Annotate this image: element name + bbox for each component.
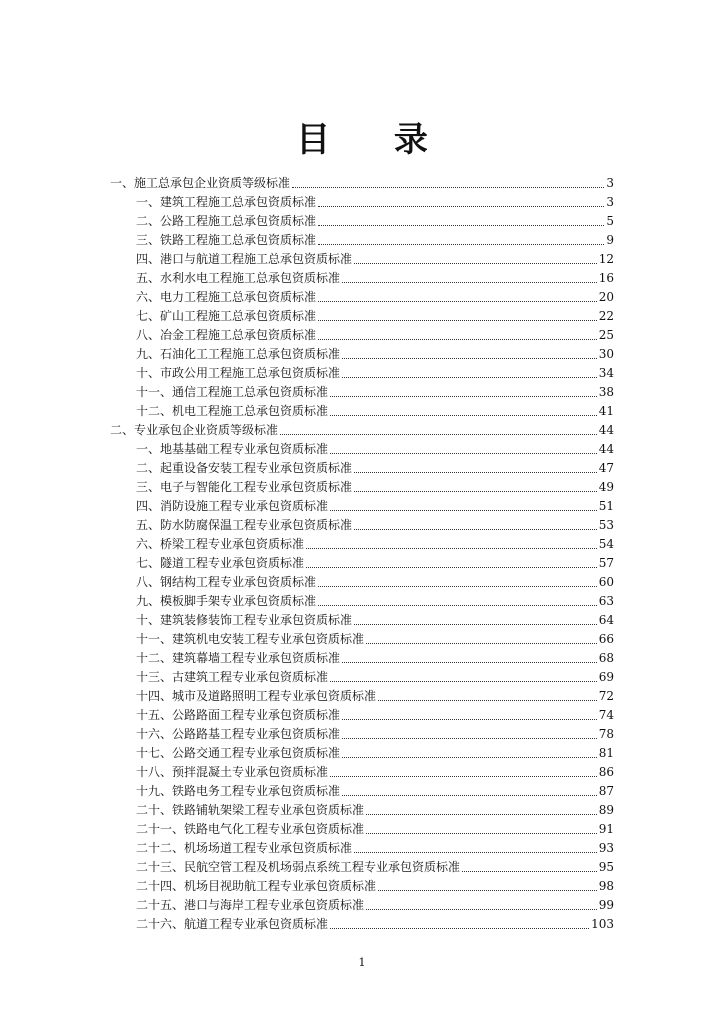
- toc-entry-title: 二十一、铁路电气化工程专业承包资质标准: [136, 822, 365, 836]
- toc-leader-dots: [330, 452, 597, 454]
- toc-entry-title: 六、桥梁工程专业承包资质标准: [136, 537, 305, 551]
- toc-entry[interactable]: [136, 855, 614, 875]
- toc-entry-title: 十七、公路交通工程专业承包资质标准: [136, 746, 341, 760]
- toc-entry[interactable]: [136, 304, 614, 324]
- toc-entry[interactable]: [136, 646, 614, 666]
- toc-entry-page: 44: [598, 423, 614, 437]
- toc-leader-dots: [342, 376, 597, 378]
- toc-entry-page: 34: [598, 366, 614, 380]
- toc-entry-page: 72: [598, 689, 614, 703]
- toc-entry-page: 103: [591, 917, 614, 931]
- toc-entry[interactable]: [136, 798, 614, 818]
- toc-entry-title: 一、施工总承包企业资质等级标准: [110, 176, 291, 190]
- toc-leader-dots: [366, 642, 597, 644]
- toc-entry-title: 五、防水防腐保温工程专业承包资质标准: [136, 518, 353, 532]
- toc-leader-dots: [330, 680, 597, 682]
- toc-entry[interactable]: [136, 247, 614, 267]
- toc-entry-page: 49: [598, 480, 614, 494]
- toc-entry-page: 74: [598, 708, 614, 722]
- toc-entry[interactable]: [136, 361, 614, 381]
- toc-entry-page: 16: [598, 271, 614, 285]
- toc-entry[interactable]: [136, 836, 614, 856]
- toc-entry[interactable]: [136, 760, 614, 780]
- toc-leader-dots: [318, 243, 604, 245]
- toc-entry-title: 二、专业承包企业资质等级标准: [110, 423, 279, 437]
- toc-entry[interactable]: [136, 494, 614, 514]
- toc-entry[interactable]: [136, 190, 614, 210]
- toc-leader-dots: [318, 604, 597, 606]
- toc-entry-page: 3: [606, 195, 614, 209]
- toc-entry-title: 十、市政公用工程施工总承包资质标准: [136, 366, 341, 380]
- toc-entry[interactable]: [136, 532, 614, 552]
- toc-entry-title: 十五、公路路面工程专业承包资质标准: [136, 708, 341, 722]
- toc-entry-page: 68: [598, 651, 614, 665]
- toc-entry[interactable]: [136, 741, 614, 761]
- toc-entry-title: 六、电力工程施工总承包资质标准: [136, 290, 317, 304]
- toc-entry[interactable]: [136, 323, 614, 343]
- toc-entry-page: 64: [598, 613, 614, 627]
- toc-entry-title: 二十六、航道工程专业承包资质标准: [136, 917, 329, 931]
- toc-entry[interactable]: [136, 684, 614, 704]
- toc-entry[interactable]: [136, 513, 614, 533]
- toc-entry-title: 二十三、民航空管工程及机场弱点系统工程专业承包资质标准: [136, 860, 461, 874]
- toc-entry-title: 四、港口与航道工程施工总承包资质标准: [136, 252, 353, 266]
- toc-entry-title: 五、水利水电工程施工总承包资质标准: [136, 271, 341, 285]
- toc-entry-page: 54: [598, 537, 614, 551]
- toc-entry-title: 九、模板脚手架专业承包资质标准: [136, 594, 317, 608]
- toc-entry-title: 八、冶金工程施工总承包资质标准: [136, 328, 317, 342]
- page-title: 目 录: [296, 120, 454, 160]
- toc-leader-dots: [330, 414, 597, 416]
- toc-leader-dots: [354, 471, 597, 473]
- toc-leader-dots: [318, 338, 597, 340]
- toc-leader-dots: [342, 281, 597, 283]
- toc-entry[interactable]: [136, 228, 614, 248]
- toc-entry-page: 93: [598, 841, 614, 855]
- toc-leader-dots: [354, 623, 597, 625]
- toc-entry-title: 十六、公路路基工程专业承包资质标准: [136, 727, 341, 741]
- toc-entry-title: 一、地基基础工程专业承包资质标准: [136, 442, 329, 456]
- toc-entry-page: 5: [606, 214, 614, 228]
- toc-leader-dots: [366, 832, 597, 834]
- toc-leader-dots: [378, 889, 597, 891]
- toc-entry[interactable]: [136, 399, 614, 419]
- toc-leader-dots: [342, 661, 597, 663]
- toc-entry[interactable]: [136, 912, 614, 932]
- toc-leader-dots: [306, 547, 597, 549]
- toc-entry[interactable]: [136, 589, 614, 609]
- toc-entry[interactable]: [136, 551, 614, 571]
- toc-leader-dots: [342, 737, 597, 739]
- toc-leader-dots: [354, 262, 597, 264]
- toc-entry-page: 57: [598, 556, 614, 570]
- toc-entry-page: 99: [598, 898, 614, 912]
- toc-entry-page: 69: [598, 670, 614, 684]
- toc-entry-title: 七、矿山工程施工总承包资质标准: [136, 309, 317, 323]
- toc-entry-title: 二十二、机场场道工程专业承包资质标准: [136, 841, 353, 855]
- toc-entry[interactable]: [136, 722, 614, 742]
- toc-entry-page: 20: [598, 290, 614, 304]
- toc-leader-dots: [354, 490, 597, 492]
- toc-entry-page: 30: [598, 347, 614, 361]
- toc-leader-dots: [292, 186, 604, 188]
- toc-entry-page: 12: [598, 252, 614, 266]
- toc-entry-title: 十三、古建筑工程专业承包资质标准: [136, 670, 329, 684]
- toc-leader-dots: [342, 756, 597, 758]
- toc-leader-dots: [342, 794, 597, 796]
- toc-entry[interactable]: [136, 380, 614, 400]
- toc-entry-title: 十四、城市及道路照明工程专业承包资质标准: [136, 689, 377, 703]
- toc-entry-title: 十九、铁路电务工程专业承包资质标准: [136, 784, 341, 798]
- toc-section-entry[interactable]: [110, 171, 614, 191]
- toc-entry-page: 41: [598, 404, 614, 418]
- toc-entry-page: 22: [598, 309, 614, 323]
- toc-leader-dots: [330, 395, 597, 397]
- toc-leader-dots: [366, 813, 597, 815]
- toc-entry[interactable]: [136, 665, 614, 685]
- toc-entry[interactable]: [136, 456, 614, 476]
- toc-entry-page: 86: [598, 765, 614, 779]
- toc-entry-page: 9: [606, 233, 614, 247]
- toc-leader-dots: [318, 300, 597, 302]
- toc-entry[interactable]: [136, 703, 614, 723]
- toc-entry[interactable]: [136, 475, 614, 495]
- toc-leader-dots: [366, 908, 597, 910]
- toc-entry[interactable]: [136, 779, 614, 799]
- toc-entry-title: 八、钢结构工程专业承包资质标准: [136, 575, 317, 589]
- toc-entry-title: 十一、通信工程施工总承包资质标准: [136, 385, 329, 399]
- toc-entry-page: 81: [598, 746, 614, 760]
- toc-entry[interactable]: [136, 437, 614, 457]
- toc-entry-page: 63: [598, 594, 614, 608]
- toc-leader-dots: [342, 718, 597, 720]
- toc-entry-title: 十二、建筑幕墙工程专业承包资质标准: [136, 651, 341, 665]
- toc-entry-page: 87: [598, 784, 614, 798]
- toc-entry-page: 66: [598, 632, 614, 646]
- toc-leader-dots: [318, 224, 604, 226]
- toc-entry-title: 二、公路工程施工总承包资质标准: [136, 214, 317, 228]
- toc-entry-title: 十、建筑装修装饰工程专业承包资质标准: [136, 613, 353, 627]
- toc-entry-title: 三、电子与智能化工程专业承包资质标准: [136, 480, 353, 494]
- toc-leader-dots: [354, 528, 597, 530]
- toc-entry-page: 95: [598, 860, 614, 874]
- toc-leader-dots: [330, 927, 589, 929]
- toc-entry-page: 3: [606, 176, 614, 190]
- toc-entry-page: 51: [598, 499, 614, 513]
- toc-entry-page: 98: [598, 879, 614, 893]
- toc-entry[interactable]: [136, 627, 614, 647]
- page-number: 1: [358, 956, 366, 969]
- toc-leader-dots: [318, 319, 597, 321]
- toc-leader-dots: [330, 775, 597, 777]
- toc-entry[interactable]: [136, 874, 614, 894]
- toc-leader-dots: [318, 585, 597, 587]
- toc-section-entry[interactable]: [110, 418, 614, 438]
- toc-entry-page: 25: [598, 328, 614, 342]
- toc-entry-page: 89: [598, 803, 614, 817]
- toc-entry-title: 七、隧道工程专业承包资质标准: [136, 556, 305, 570]
- toc-leader-dots: [354, 851, 597, 853]
- toc-entry-title: 二十五、港口与海岸工程专业承包资质标准: [136, 898, 365, 912]
- toc-entry-page: 91: [598, 822, 614, 836]
- toc-leader-dots: [306, 566, 597, 568]
- toc-entry[interactable]: [136, 266, 614, 286]
- toc-entry-title: 十二、机电工程施工总承包资质标准: [136, 404, 329, 418]
- toc-leader-dots: [280, 433, 597, 435]
- toc-entry-title: 二、起重设备安装工程专业承包资质标准: [136, 461, 353, 475]
- toc-entry[interactable]: [136, 209, 614, 229]
- toc-entry-title: 四、消防设施工程专业承包资质标准: [136, 499, 329, 513]
- toc-entry-page: 53: [598, 518, 614, 532]
- toc-entry-title: 二十、铁路铺轨架梁工程专业承包资质标准: [136, 803, 365, 817]
- toc-entry-title: 一、建筑工程施工总承包资质标准: [136, 195, 317, 209]
- toc-entry-page: 60: [598, 575, 614, 589]
- toc-entry-page: 44: [598, 442, 614, 456]
- toc-leader-dots: [318, 205, 604, 207]
- toc-entry[interactable]: [136, 893, 614, 913]
- toc-entry-title: 十一、建筑机电安装工程专业承包资质标准: [136, 632, 365, 646]
- toc-entry-title: 三、铁路工程施工总承包资质标准: [136, 233, 317, 247]
- toc-entry-page: 47: [598, 461, 614, 475]
- toc-leader-dots: [330, 509, 597, 511]
- toc-leader-dots: [378, 699, 597, 701]
- toc-entry[interactable]: [136, 342, 614, 362]
- toc-entry[interactable]: [136, 285, 614, 305]
- toc-entry-page: 78: [598, 727, 614, 741]
- toc-entry[interactable]: [136, 608, 614, 628]
- toc-entry[interactable]: [136, 817, 614, 837]
- toc-leader-dots: [342, 357, 597, 359]
- toc-entry-title: 九、石油化工工程施工总承包资质标准: [136, 347, 341, 361]
- toc-entry-title: 十八、预拌混凝土专业承包资质标准: [136, 765, 329, 779]
- toc-entry-page: 38: [598, 385, 614, 399]
- toc-entry-title: 二十四、机场目视助航工程专业承包资质标准: [136, 879, 377, 893]
- toc-leader-dots: [462, 870, 597, 872]
- toc-entry[interactable]: [136, 570, 614, 590]
